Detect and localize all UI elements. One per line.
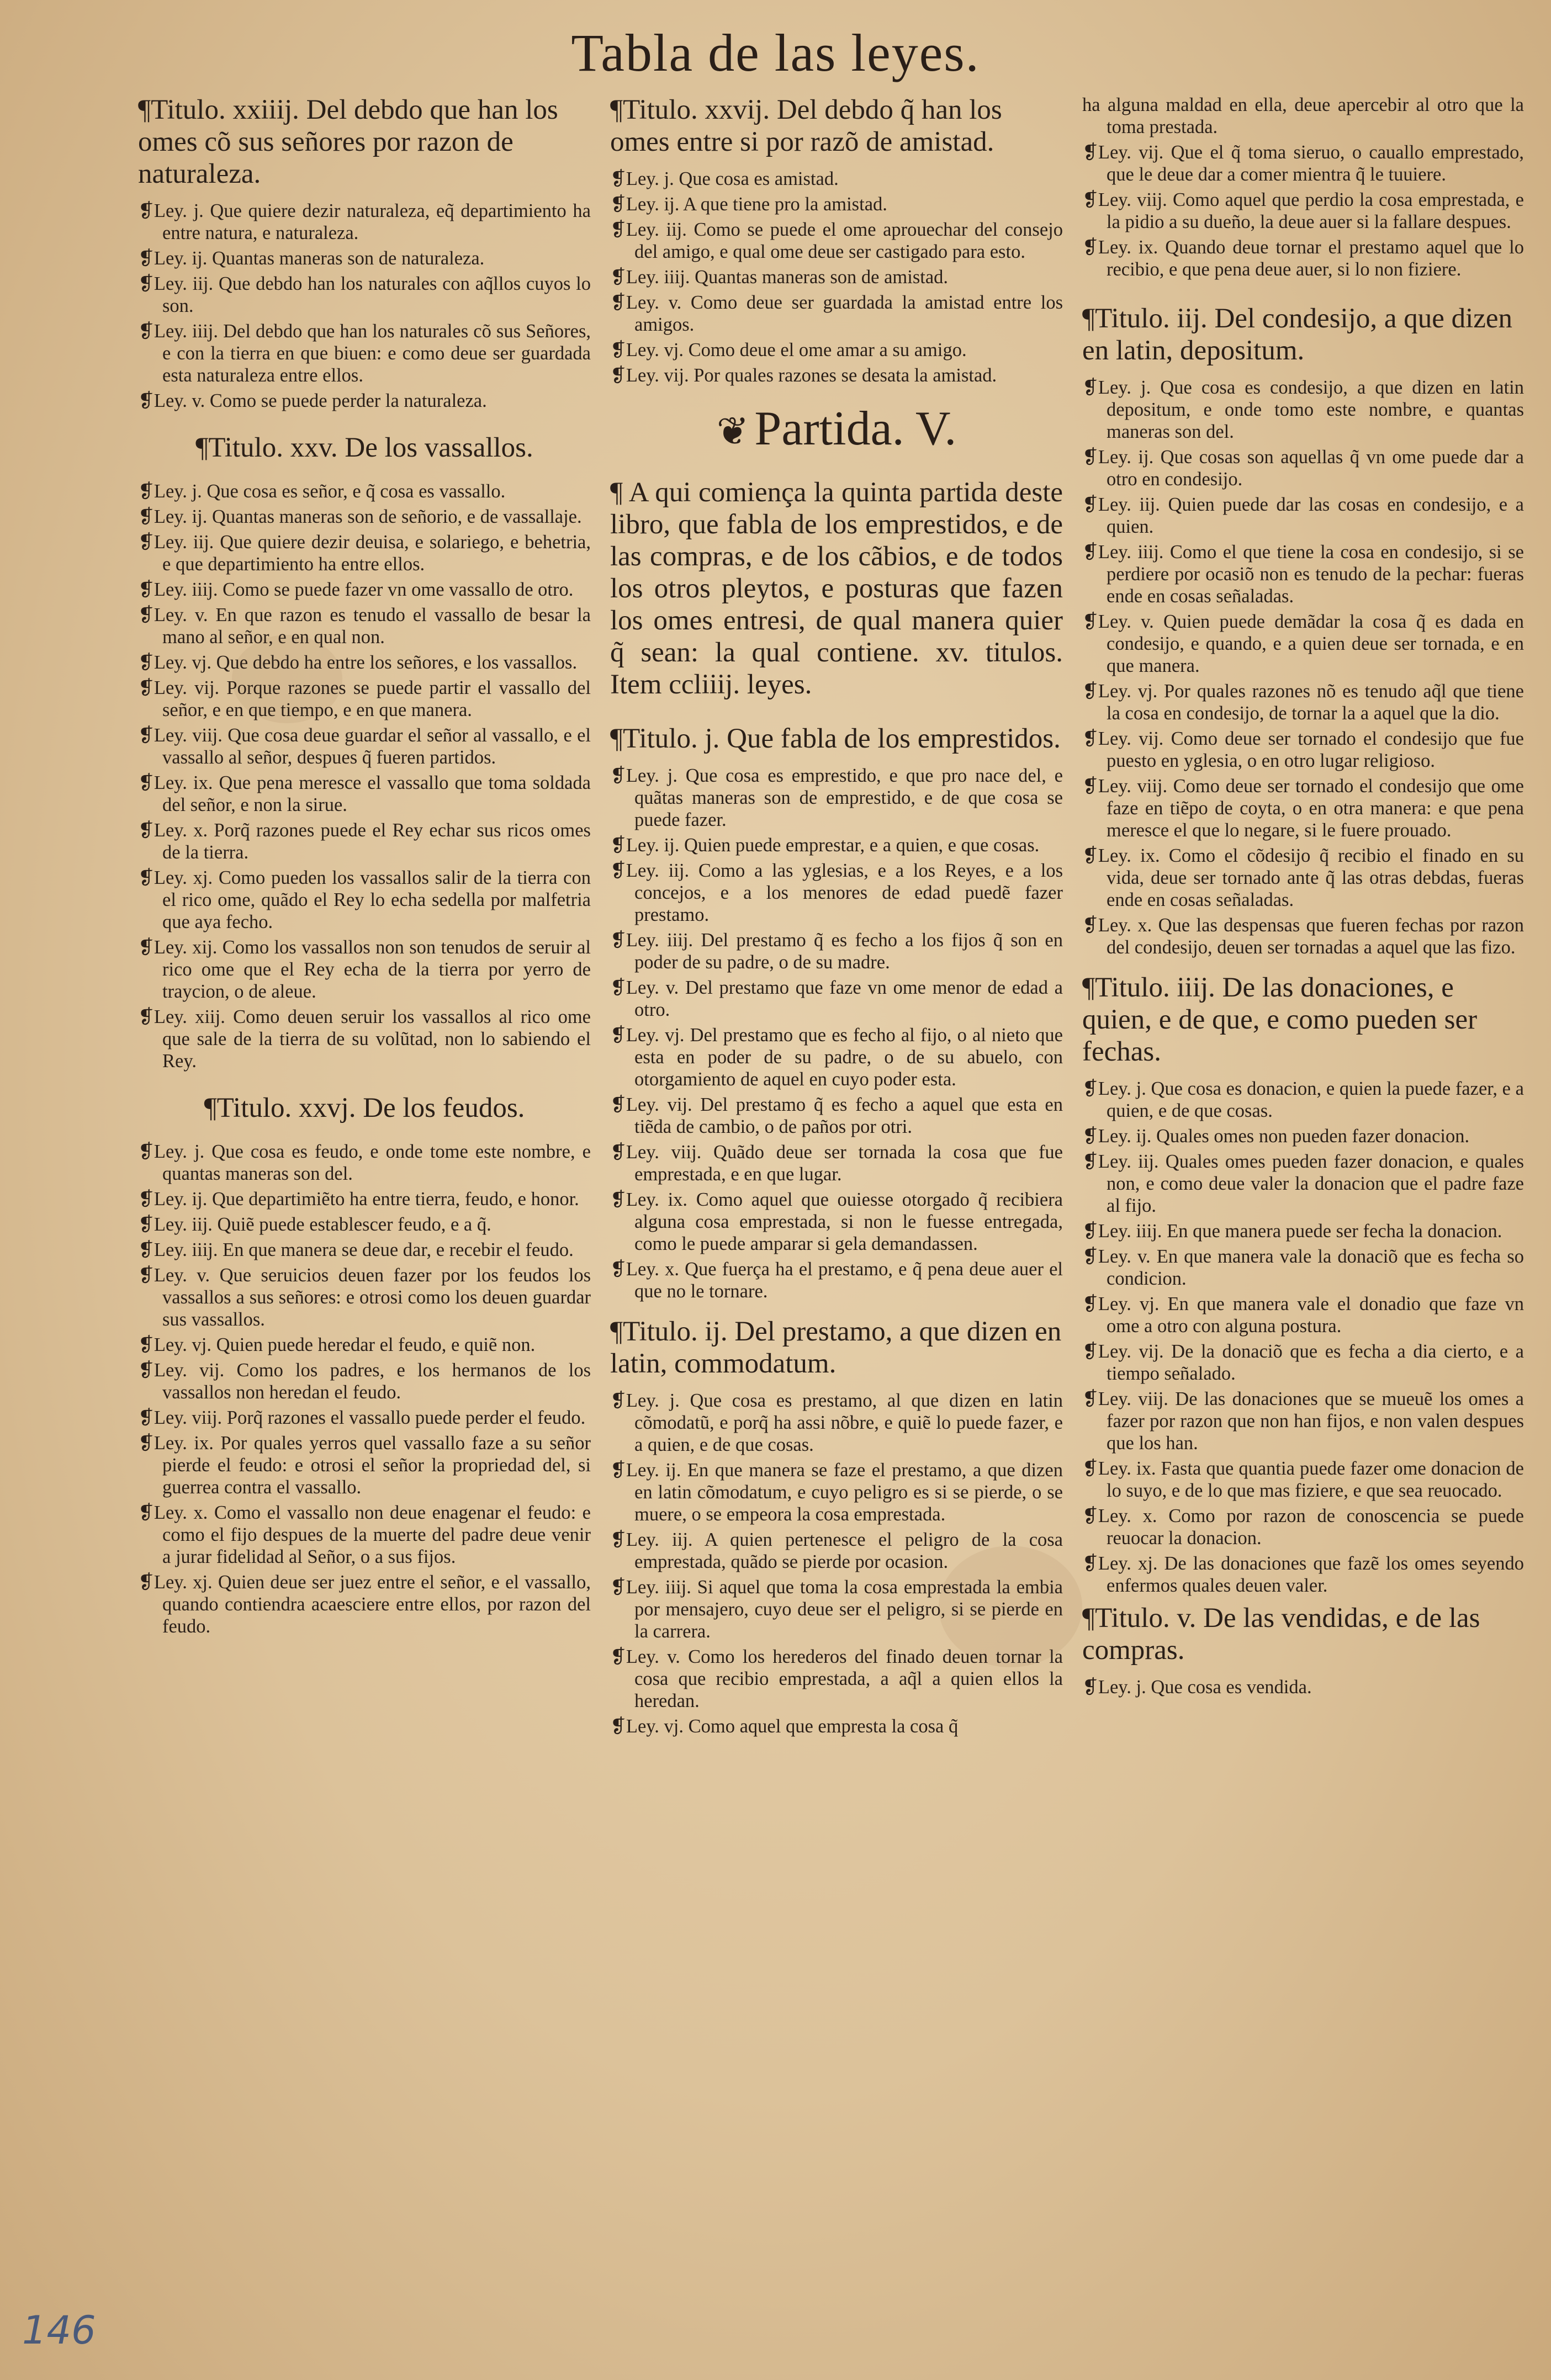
ley-entry: ❡Ley. ij. A que tiene pro la amistad. [610,194,887,215]
ley-entry: ❡Ley. vj. Quien puede heredar el feudo, e quiẽ non. [138,1334,536,1355]
ley-entry: ❡Ley. v. Como deue ser guardada la amistad entre los amigos. [610,292,1063,335]
ley-entry: ❡Ley. xj. Quien deue ser juez entre el señor, e el vassallo, quando contiendra acaesciere entre ellos, por razon del feudo. [138,1572,591,1637]
section-title: ¶Titulo. iij. Del condesijo, a que dizen en latin, depositum. [1082,303,1513,366]
section-title: ¶Titulo. ij. Del prestamo, a que dizen en latin, commodatum. [610,1316,1062,1379]
ley-entry: ❡Ley. x. Porq̃ razones puede el Rey echar sus ricos omes de la tierra. [138,820,591,863]
ley-entry: ❡Ley. j. Que cosa es prestamo, al que dizen en latin cõmodatũ, e porq̃ ha assi nõbre, e quiẽ lo puede fazer, e a quien, e de que cosas. [610,1390,1063,1455]
folio-number: 146 [22,2308,96,2353]
ley-entry: ❡Ley. v. En que manera vale la donaciõ que es fecha so condicion. [1082,1246,1524,1289]
section-title: ¶Titulo. j. Que fabla de los emprestidos. [610,723,1061,754]
ley-entry: ❡Ley. v. Quien puede demãdar la cosa q̃ es dada en condesijo, e quando, e a quien deue ser tornada, e en que manera. [1082,611,1524,676]
page-title: Tabla de las leyes. [571,23,980,82]
ley-entry: ❡Ley. ix. Como el cõdesijo q̃ recibio el finado en su vida, deue ser tornado ante q̃ las otras debdas, fueras ende en cosas señaladas. [1082,845,1524,910]
ley-entry: ❡Ley. vj. Que debdo ha entre los señores, e los vassallos. [138,652,578,673]
ley-entry: ❡Ley. vij. Del prestamo q̃ es fecho a aquel que esta en tiẽda de cambio, o de paños por otri. [610,1094,1063,1137]
ley-entry: ❡Ley. iij. Quiẽ puede establescer feudo, e a q̃. [138,1214,491,1235]
ley-entry: ❡Ley. v. Como se puede perder la naturaleza. [138,390,487,411]
ley-entry: ❡Ley. iij. Como a las yglesias, e a los Reyes, e a los concejos, e a los menores de edad puedẽ fazer prestamo. [610,860,1063,925]
ley-entry: ❡Ley. viij. De las donaciones que se mueuẽ los omes a fazer por razon que non han fijos, e non valen despues que los han. [1082,1388,1524,1454]
ley-entry: ❡Ley. ix. Fasta que quantia puede fazer ome donacion de lo suyo, e de lo que mas fiziere, e que sea reuocado. [1082,1458,1524,1501]
ley-entry: ❡Ley. ij. En que manera se faze el prestamo, a que dizen en latin cõmodatum, e cuyo peligro es si se pierde, o se muere, o se empeora la cosa emprestada. [610,1460,1063,1525]
ley-entry: ❡Ley. x. Que fuerça ha el prestamo, e q̃ pena deue auer el que no le tornare. [610,1259,1063,1302]
partida-intro: ¶ A qui comiença la quinta partida deste libro, que fabla de los emprestidos, e de las compras, e de los cãbios, e de todos los otros pleytos, e posturas que fazen los omes entresi, de qual manera quier q̃ sean: la qual contiene. xv. titulos. Item ccliiij. leyes. [610,477,1063,700]
ley-entry: ❡Ley. xij. Como los vassallos non son tenudos de seruir al rico ome que el Rey echa de la tierra por yerro de traycion, o de aleue. [138,937,591,1002]
ley-entry: ❡Ley. vj. Como deue el ome amar a su amigo. [610,340,967,361]
ley-entry: ❡Ley. v. Que seruicios deuen fazer por los feudos los vassallos a sus señores: e otrosi como los deuen guardar sus vassallos. [138,1265,591,1330]
column-middle [610,94,1063,2203]
ley-entry: ❡Ley. iiij. Del prestamo q̃ es fecho a los fijos q̃ son en poder de su padre, o de su madre. [610,930,1063,973]
ley-entry: ❡Ley. iij. Quien puede dar las cosas en condesijo, e a quien. [1082,494,1524,537]
ley-entry: ❡Ley. ij. Quantas maneras son de señorio, e de vassallaje. [138,506,582,527]
ley-entry: ❡Ley. vij. Porque razones se puede partir el vassallo del señor, e en que tiempo, e en que manera. [138,677,591,720]
ley-entry: ❡Ley. ij. Quantas maneras son de naturaleza. [138,248,485,269]
ley-entry: ❡Ley. vij. Que el q̃ toma sieruo, o cauallo emprestado, que le deue dar a comer mientra q̃ le tuuiere. [1082,142,1524,185]
ley-entry: ❡Ley. j. Que cosa es donacion, e quien la puede fazer, e a quien, e de que cosas. [1082,1078,1524,1121]
column-right [1082,94,1524,2203]
ley-entry: ❡Ley. iiij. Como se puede fazer vn ome vassallo de otro. [138,579,574,600]
ley-entry: ❡Ley. iiij. Si aquel que toma la cosa emprestada la embia por mensajero, cuyo deue ser el peligro, si se pierde en la carrera. [610,1577,1063,1642]
column-left [138,94,591,2203]
ley-entry: ❡Ley. ix. Quando deue tornar el prestamo aquel que lo recibio, e que pena deue auer, si lo non fiziere. [1082,237,1524,280]
ley-entry: ❡Ley. iiij. En que manera puede ser fecha la donacion. [1082,1221,1502,1242]
ley-entry: ❡Ley. j. Que cosa es condesijo, a que dizen en latin depositum, e onde tomo este nombre, e quantas maneras son del. [1082,377,1524,442]
ley-entry: ❡Ley. vj. Como aquel que empresta la cosa q̃ [610,1716,959,1737]
ley-entry: ❡Ley. vj. En que manera vale el donadio que faze vn ome a otro con alguna postura. [1082,1294,1524,1337]
ley-entry: ❡Ley. j. Que cosa es emprestido, e que pro nace del, e quãtas maneras son de emprestido, e de que cosa se puede fazer. [610,765,1063,830]
ley-entry: ❡Ley. vij. Por quales razones se desata la amistad. [610,365,997,386]
ley-entry: ❡Ley. iij. Quales omes pueden fazer donacion, e quales non, e como deue valer la donacion que el padre faze al fijo. [1082,1151,1524,1216]
ley-entry: ❡Ley. iij. A quien pertenesce el peligro de la cosa emprestada, quãdo se pierde por ocasion. [610,1529,1063,1572]
ley-entry: ❡Ley. viij. Que cosa deue guardar el señor al vassallo, e el vassallo al señor, despues q̃ fueren partidos. [138,725,591,768]
ley-entry: ❡Ley. viij. Porq̃ razones el vassallo puede perder el feudo. [138,1407,586,1428]
ley-entry: ❡Ley. j. Que cosa es señor, e q̃ cosa es vassallo. [138,481,506,502]
ley-entry: ❡Ley. xj. Como pueden los vassallos salir de la tierra con el rico ome, quãdo el Rey lo echa sedella por malfetria que aya fecho. [138,867,591,932]
ley-entry: ❡Ley. ij. Quales omes non pueden fazer donacion. [1082,1126,1470,1147]
ley-entry: ha alguna maldad en ella, deue apercebir al otro que la toma prestada. [1082,94,1524,137]
ley-entry: ❡Ley. xj. De las donaciones que fazẽ los omes seyendo enfermos quales deuen valer. [1082,1553,1524,1596]
partida-label: Partida. V. [754,402,957,455]
ley-entry: ❡Ley. x. Que las despensas que fueren fechas por razon del condesijo, deuen ser tornadas a aquel que las fizo. [1082,915,1524,958]
fleuron-icon: ❦ [716,411,749,453]
ley-entry: ❡Ley. vij. De la donaciõ que es fecha a dia cierto, e a tiempo señalado. [1082,1341,1524,1384]
ley-entry: ❡Ley. viij. Como aquel que perdio la cosa emprestada, e la pidio a su dueño, la deue auer si la fallare despues. [1082,189,1524,232]
ley-entry: ❡Ley. vij. Como deue ser tornado el condesijo que fue puesto en yglesia, o en otro lugar religioso. [1082,728,1524,771]
ley-entry: ❡Ley. v. Como los herederos del finado deuen tornar la cosa que recibio emprestada, a aq̃l a quien ellos la heredan. [610,1646,1063,1711]
ley-entry: ❡Ley. x. Como por razon de conoscencia se puede reuocar la donacion. [1082,1506,1524,1549]
ley-entry: ❡Ley. xiij. Como deuen seruir los vassallos al rico ome que sale de la tierra de su volũtad, non lo sabiendo el Rey. [138,1006,591,1072]
ley-entry: ❡Ley. v. En que razon es tenudo el vassallo de besar la mano al señor, e en qual non. [138,605,591,648]
ley-entry: ❡Ley. iiij. Como el que tiene la cosa en condesijo, si se perdiere por ocasiõ non es tenudo de la pechar: fueras ende en cosas señaladas. [1082,542,1524,607]
section-title: ¶Titulo. v. De las vendidas, e de las compras. [1082,1603,1480,1666]
ley-entry: ❡Ley. ix. Por quales yerros quel vassallo faze a su señor pierde el feudo: e otrosi el señor la propriedad del, si guerrea contra el vassallo. [138,1433,591,1498]
ley-entry: ❡Ley. vj. Del prestamo que es fecho al fijo, o al nieto que esta en poder de su padre, o de su abuelo, con otorgamiento de aquel en cuyo poder esta. [610,1025,1063,1090]
ley-entry: ❡Ley. iij. Que quiere dezir deuisa, e solariego, e behetria, e que departimiento ha entre ellos. [138,532,591,575]
ley-entry: ❡Ley. j. Que quiere dezir naturaleza, eq̃ departimiento ha entre natura, e naturaleza. [138,200,591,243]
ley-entry: ❡Ley. iij. Que debdo han los naturales con aq̃llos cuyos lo son. [138,273,591,316]
ley-entry: ❡Ley. iiij. Quantas maneras son de amistad. [610,267,949,288]
section-title: ¶Titulo. xxv. De los vassallos. [195,432,533,463]
ley-entry: ❡Ley. iij. Como se puede el ome aprouechar del consejo del amigo, e qual ome deue ser castigado para esto. [610,219,1063,262]
ley-entry: ❡Ley. iiij. En que manera se deue dar, e recebir el feudo. [138,1239,574,1260]
ley-entry: ❡Ley. viij. Como deue ser tornado el condesijo que ome faze en tiẽpo de coyta, o en otra manera: e que pena meresce el que lo negare, si le fuere prouado. [1082,776,1524,841]
section-title: ¶Titulo. iiij. De las donaciones, e quien, e de que, e como pueden ser fechas. [1082,972,1478,1067]
ley-entry: ❡Ley. ij. Que cosas son aquellas q̃ vn ome puede dar a otro en condesijo. [1082,447,1524,490]
ley-entry: ❡Ley. j. Que cosa es amistad. [610,168,839,189]
ley-entry: ❡Ley. vj. Por quales razones nõ es tenudo aq̃l que tiene la cosa en condesijo, de tornar la a aquel que la dio. [1082,681,1524,724]
ley-entry: ❡Ley. ij. Que departimiẽto ha entre tierra, feudo, e honor. [138,1189,579,1210]
ley-entry: ❡Ley. j. Que cosa es vendida. [1082,1677,1312,1698]
ley-entry: ❡Ley. iiij. Del debdo que han los naturales cõ sus Señores, e con la tierra en que biuen: e como deue ser guardada esta naturaleza entre ellos. [138,321,591,386]
ley-entry: ❡Ley. ix. Como aquel que ouiesse otorgado q̃ recibiera alguna cosa emprestada, si non le fuesse entregada, como le puede amparar si gela demandassen. [610,1189,1063,1254]
ley-entry: ❡Ley. ij. Quien puede emprestar, e a quien, e que cosas. [610,835,1040,856]
section-title: ¶Titulo. xxvj. De los feudos. [204,1093,525,1123]
ley-entry: ❡Ley. vij. Como los padres, e los hermanos de los vassallos non heredan el feudo. [138,1360,591,1403]
ley-entry: ❡Ley. ix. Que pena meresce el vassallo que toma soldada del señor, e non la sirue. [138,772,591,815]
ley-entry: ❡Ley. v. Del prestamo que faze vn ome menor de edad a otro. [610,977,1063,1020]
ley-entry: ❡Ley. x. Como el vassallo non deue enagenar el feudo: e como el fijo despues de la muerte del padre deue venir a jurar fidelidad al Señor, o a sus fijos. [138,1502,591,1567]
ley-entry: ❡Ley. viij. Quãdo deue ser tornada la cosa que fue emprestada, e en que lugar. [610,1142,1063,1185]
section-title: ¶Titulo. xxiiij. Del debdo que han los omes cõ sus señores por razon de naturaleza. [138,94,558,189]
section-title: ¶Titulo. xxvij. Del debdo q̃ han los omes entre si por razõ de amistad. [610,94,1002,157]
partida-heading [610,401,1063,457]
ley-entry: ❡Ley. j. Que cosa es feudo, e onde tome este nombre, e quantas maneras son del. [138,1141,591,1184]
